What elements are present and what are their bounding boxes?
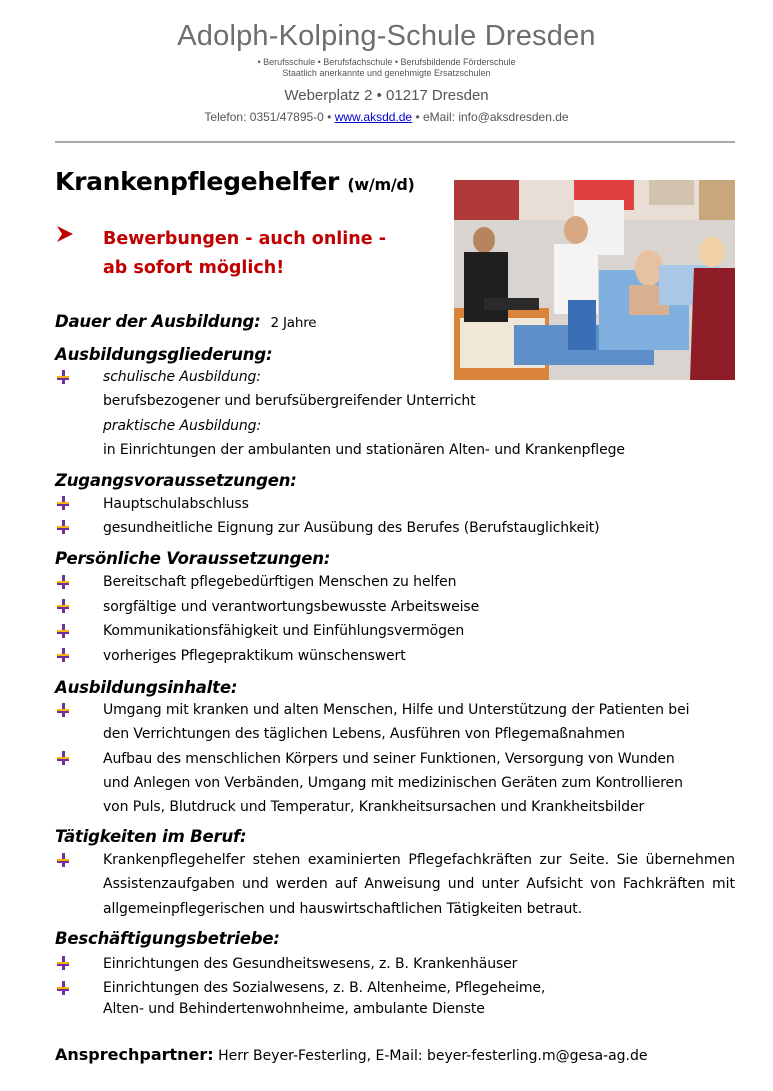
personal-item: vorheriges Pflegepraktikum wünschenswert bbox=[103, 648, 406, 664]
duration-value: 2 Jahre bbox=[270, 315, 317, 331]
contact-person bbox=[55, 1045, 648, 1064]
contact-line bbox=[0, 110, 773, 124]
employer-item: Einrichtungen des Gesundheitswesens, z. B. Krankenhäuser bbox=[103, 956, 518, 972]
arrow-bullet-icon bbox=[56, 981, 70, 995]
phone-text: Telefon: 0351/47895-0 • bbox=[204, 110, 332, 124]
personal-item: Kommunikationsfähigkeit und Einfühlungsvermögen bbox=[103, 623, 465, 639]
content-item-line: und Anlegen von Verbänden, Umgang mit medizinischen Geräten zum Kontrollieren bbox=[103, 775, 683, 791]
personal-heading: Persönliche Voraussetzungen: bbox=[55, 549, 331, 568]
personal-item: sorgfältige und verantwortungsbewusste Arbeitsweise bbox=[103, 599, 480, 615]
content-item-line: Aufbau des menschlichen Körpers und seiner Funktionen, Versorgung von Wunden bbox=[103, 751, 675, 767]
application-line-1: Bewerbungen - auch online - bbox=[103, 229, 386, 249]
requirements-heading: Zugangsvoraussetzungen: bbox=[55, 471, 297, 490]
practical-training-label: praktische Ausbildung: bbox=[103, 418, 262, 434]
school-types: • Berufsschule • Berufsfachschule • Berufsbildende Förderschule bbox=[257, 57, 516, 67]
arrow-bullet-icon bbox=[56, 575, 70, 589]
page-title bbox=[55, 167, 415, 196]
employer-item: Alten- und Behindertenwohnheime, ambulante Dienste bbox=[103, 1001, 485, 1017]
duration-row bbox=[55, 312, 316, 331]
school-address: Weberplatz 2 • 01217 Dresden bbox=[284, 87, 489, 104]
arrow-bullet-icon bbox=[56, 496, 70, 510]
structure-heading: Ausbildungsgliederung: bbox=[55, 345, 273, 364]
website-link[interactable]: www.aksdd.de bbox=[334, 110, 413, 124]
requirement-item: Hauptschulabschluss bbox=[103, 496, 249, 512]
employers-heading: Beschäftigungsbetriebe: bbox=[55, 929, 280, 948]
practical-training-text: in Einrichtungen der ambulanten und stationären Alten- und Krankenpflege bbox=[103, 442, 625, 458]
arrow-bullet-icon bbox=[56, 853, 70, 867]
contact-text: Herr Beyer-Festerling, E-Mail: beyer-festerling.m@gesa-ag.de bbox=[213, 1048, 648, 1064]
arrow-bullet-icon bbox=[56, 599, 70, 613]
personal-item: Bereitschaft pflegebedürftigen Menschen zu helfen bbox=[103, 574, 457, 590]
email-text: • eMail: info@aksdresden.de bbox=[415, 110, 569, 124]
school-training-label: schulische Ausbildung: bbox=[103, 369, 261, 385]
arrow-bullet-icon bbox=[56, 520, 70, 534]
arrow-bullet-icon bbox=[56, 703, 70, 717]
arrow-bullet-icon bbox=[56, 224, 74, 244]
employer-item: Einrichtungen des Sozialwesens, z. B. Altenheime, Pflegeheime, bbox=[103, 980, 546, 996]
training-photo bbox=[454, 180, 735, 380]
school-training-text: berufsbezogener und berufsübergreifender Unterricht bbox=[103, 393, 476, 409]
header-divider bbox=[55, 141, 735, 143]
application-line-2: ab sofort möglich! bbox=[103, 258, 285, 278]
activities-line: Assistenzaufgaben und werden auf Anweisung und unter Aufsicht von Fachkräften mit bbox=[103, 876, 735, 892]
school-status: Staatlich anerkannte und genehmigte Ersatzschulen bbox=[282, 68, 491, 78]
activities-heading: Tätigkeiten im Beruf: bbox=[55, 827, 247, 846]
content-item-line: von Puls, Blutdruck und Temperatur, Krankheitsursachen und Krankheitsbilder bbox=[103, 799, 645, 815]
arrow-bullet-icon bbox=[56, 956, 70, 970]
arrow-bullet-icon bbox=[56, 624, 70, 638]
duration-label: Dauer der Ausbildung: bbox=[55, 312, 261, 331]
contact-label: Ansprechpartner: bbox=[55, 1045, 214, 1064]
activities-line: Krankenpflegehelfer stehen examinierten Pflegefachkräften zur Seite. Sie übernehmen bbox=[103, 852, 735, 868]
content-item-line: den Verrichtungen des täglichen Lebens, Ausführen von Pflegemaßnahmen bbox=[103, 726, 625, 742]
activities-line: allgemeinpflegerischen und hauswirtschaftlichen Tätigkeiten betraut. bbox=[103, 901, 582, 917]
arrow-bullet-icon bbox=[56, 370, 70, 384]
arrow-bullet-icon bbox=[56, 751, 70, 765]
title-text: Krankenpflegehelfer bbox=[55, 167, 340, 196]
title-suffix: (w/m/d) bbox=[347, 175, 415, 194]
school-name: Adolph-Kolping-Schule Dresden bbox=[177, 20, 596, 52]
requirement-item: gesundheitliche Eignung zur Ausübung des Berufes (Berufstauglichkeit) bbox=[103, 520, 600, 536]
content-heading: Ausbildungsinhalte: bbox=[55, 678, 238, 697]
content-item-line: Umgang mit kranken und alten Menschen, Hilfe und Unterstützung der Patienten bei bbox=[103, 702, 690, 718]
arrow-bullet-icon bbox=[56, 648, 70, 662]
application-note bbox=[103, 225, 386, 283]
